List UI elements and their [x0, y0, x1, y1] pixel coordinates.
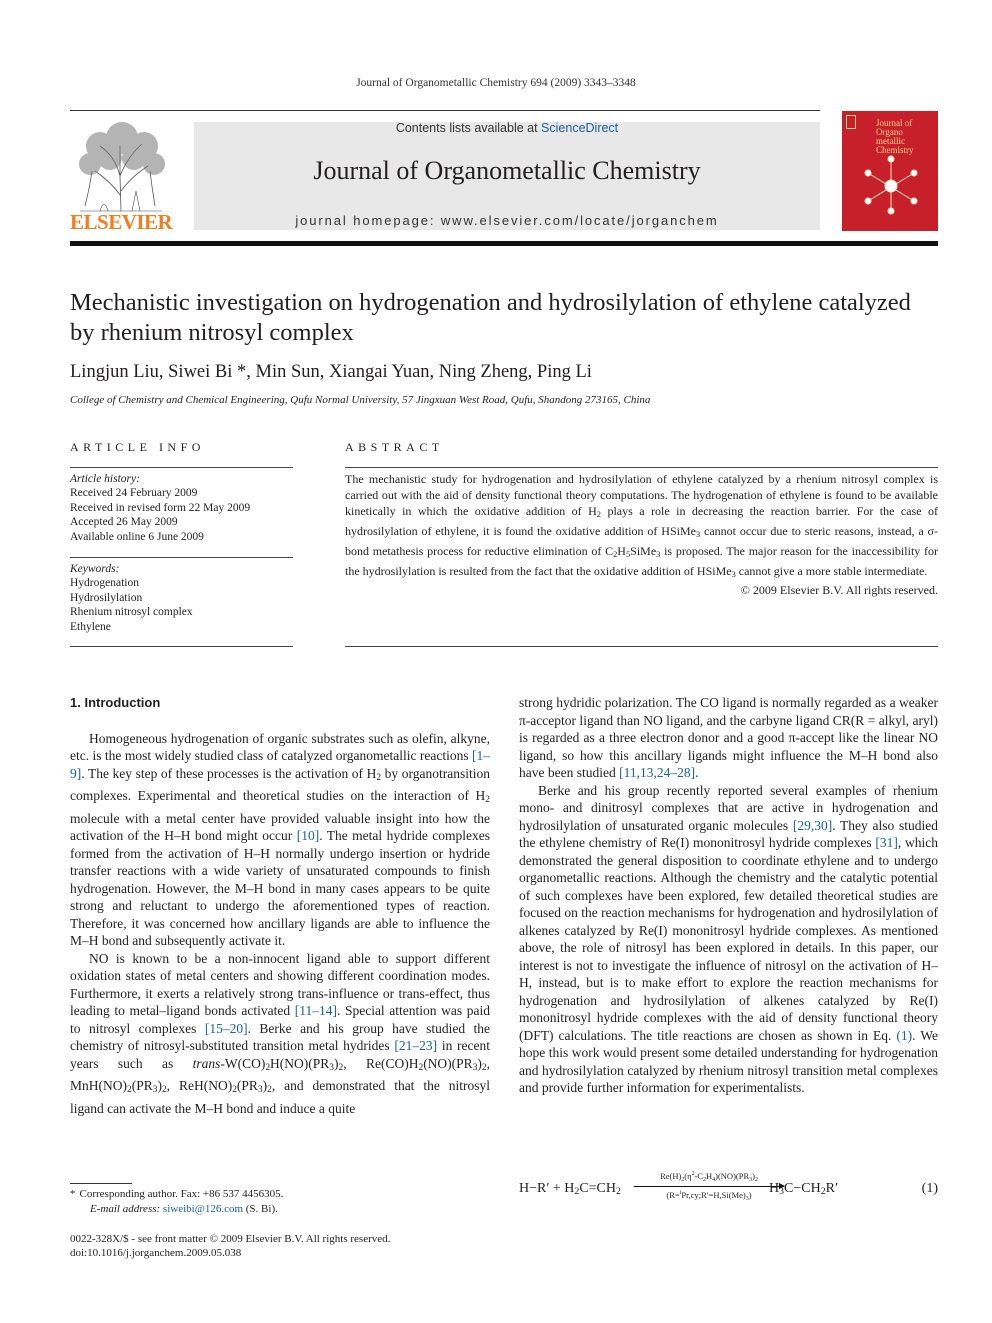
left-column	[70, 694, 490, 1117]
affiliation: College of Chemistry and Chemical Engineering, Qufu Normal University, 57 Jingxuan West Road, Qufu, Shandong 273165, China	[70, 394, 651, 406]
article-title: Mechanistic investigation on hydrogenation and hydrosilylation of ethylene catalyzed by rhenium nitrosyl complex	[70, 289, 911, 346]
sciencedirect-link[interactable]: ScienceDirect	[541, 121, 619, 135]
doi-line[interactable]: doi:10.1016/j.jorganchem.2009.05.038	[70, 1247, 242, 1259]
equation-arrow	[634, 1171, 784, 1202]
journal-title: Journal of Organometallic Chemistry	[313, 156, 701, 185]
abstract-rule	[345, 467, 938, 468]
equation-product: $H_3C-CH_2R'$	[769, 1181, 839, 1197]
article-info-rule	[70, 467, 293, 468]
email-note: E-mail address: siweibi@126.com (S. Bi).	[90, 1202, 278, 1215]
citation-link[interactable]: [31]	[875, 835, 898, 850]
cover-title: Journal of Organo metallic Chemistry	[876, 118, 914, 155]
conditions-label: $(R=^iPr,cy;R'=H,Si(Me)_3)$	[666, 1190, 752, 1202]
keywords-label: Keywords:	[70, 563, 120, 575]
header-rule	[70, 110, 820, 111]
equation-1	[519, 1171, 938, 1217]
info-bottom-rule	[70, 646, 293, 647]
equation-link[interactable]: (1)	[896, 1027, 913, 1043]
keywords-block	[70, 562, 293, 634]
paragraph: NO is known to be a non-innocent ligand able to support different oxidation states of metal centers and showing different coordination modes. Furthermore, it exerts a relatively strong trans-influence or trans-effect, thus leading to metal–ligand bonds activated [11–14]. Special attention was paid to nitrosyl complexes [15–20]. Berke and his group have studied the chemistry of nitrosyl-substituted transition metal hydrides [21–23] in recent years such as trans-$W(CO)_2H(NO)(PR_3)_2$, $Re(CO)H_2(NO)(PR_3)_2$, $MnH(NO)_2(PR_3)_2$, $ReH(NO)_2(PR_3)_2$, and demonstrated that the nitrosyl ligand can activate the M–H bond and induce a quite	[70, 950, 491, 1116]
author-list: Lingjun Liu, Siwei Bi *, Min Sun, Xiangai Yuan, Ning Zheng, Ping Li	[70, 362, 592, 382]
keyword: Hydrosilylation	[70, 591, 143, 604]
email-link[interactable]: siweibi@126.com	[162, 1202, 244, 1215]
issn-line: 0022-328X/$ - see front matter © 2009 Elsevier B.V. All rights reserved.	[70, 1233, 391, 1245]
corresponding-note: * Corresponding author. Fax: +86 537 4456305.	[70, 1188, 284, 1200]
keyword: Rhenium nitrosyl complex	[70, 606, 193, 619]
issn-block	[70, 1232, 490, 1260]
arrow-line	[634, 1186, 784, 1187]
equation-number: (1)	[921, 1181, 938, 1196]
history-item: Accepted 26 May 2009	[70, 516, 178, 529]
history-item: Available online 6 June 2009	[70, 530, 204, 543]
article-history	[70, 472, 293, 544]
right-column	[519, 694, 938, 1097]
header-thick-rule	[70, 241, 938, 246]
citation-link[interactable]: [11,13,24–28]	[619, 765, 696, 780]
contents-line: Contents lists available at ScienceDirect	[395, 121, 619, 135]
abstract-text: The mechanistic study for hydrogenation and hydrosilylation of ethylene catalyzed by a rhenium nitrosyl complex is carried out with the aid of density functional theory computations. The hydrogenation of ethylene is found to be available kinetically in which the oxidative addition of $H_2$ plays a role in decreasing the reaction barrier. For the case of hydrosilylation of ethylene, it is found the oxidative addition of HSiMe$_3$ cannot occur due to steric reasons, instead, a σ-bond metathesis process for reductive elimination of $C_2H_5SiMe_3$ is proposed. The major reason for the inaccessibility for the hydrosilylation is resulted from the fact that the oxidative addition of HSiMe$_3$ cannot give a more stable intermediate.	[345, 472, 938, 579]
cover-molecule-icon	[856, 151, 926, 221]
abstract-copyright: © 2009 Elsevier B.V. All rights reserved.	[740, 583, 938, 597]
paragraph: strong hydridic polarization. The CO ligand is normally regarded as a weaker π-acceptor ligand than NO ligand, and the carbyne ligand CR(R = alkyl, aryl) is regarded as a three electron donor and a good π-accept like the linear NO ligand, so how this ancillary ligands might influence the M–H bond also have been studied [11,13,24–28].	[519, 695, 938, 780]
keywords-rule	[70, 557, 293, 558]
footnote-rule	[70, 1183, 132, 1184]
abstract-bottom-rule	[345, 646, 938, 647]
citation-link[interactable]: [15–20]	[204, 1020, 248, 1036]
citation-link[interactable]: [11–14]	[294, 1003, 337, 1018]
keyword: Ethylene	[70, 620, 111, 633]
citation-link[interactable]: [1–9]	[70, 748, 490, 781]
history-item: Received in revised form 22 May 2009	[70, 501, 251, 514]
footnote	[70, 1187, 490, 1216]
section-heading: 1. Introduction	[70, 695, 161, 710]
history-item: Received 24 February 2009	[70, 487, 198, 500]
journal-cover	[842, 111, 938, 231]
paragraph: Berke and his group recently reported several examples of rhenium mono- and dinitrosyl complexes that are active in hydrogenation and hydrosilylation of unsaturated organic molecules [29,30]. They also studied the ethylene chemistry of Re(I) mononitrosyl hydride complexes [31], which demonstrated the general disposition to coordinate ethylene and to undergo organometallic reactions. Although the chemistry and the catalytic potential of such complexes have been explored, few detailed theoretical studies are focused on the reaction mechanisms for hydrogenation and hydrosilylation of alkenes catalyzed by Re(I) mononitrosyl hydride complexes. As mentioned above, the role of nitrosyl has been explored in details. In this paper, our interest is not to investigate the influence of nitrosyl on the activation of H–H, instead, but is to make effort to explore the reaction mechanisms for hydrogenation and hydrosilylation of alkenes catalyzed by Re(I) mononitrosyl hydride complexes with the aid of density functional theory (DFT) calculations. The title reactions are chosen as shown in Eq. (1). We hope this work would present some detailed understanding for hydrogenation and hydrosilylation catalyzed by rhenium nitrosyl transition metal complexes and provide further information for experimentalists.	[519, 782, 939, 1095]
cover-emblem-icon	[846, 115, 856, 129]
abstract-heading: ABSTRACT	[345, 440, 444, 454]
article-info-heading: ARTICLE INFO	[70, 440, 205, 454]
citation-link[interactable]: [29,30]	[792, 817, 833, 833]
catalyst-label: $Re(H)_2(\eta^2-C_2H_4)(NO)(PR_3)_2$	[660, 1171, 758, 1183]
paragraph: Homogeneous hydrogenation of organic substrates such as olefin, alkyne, etc. is the most widely studied class of catalyzed organometallic reactions [1–9]. The key step of these processes is the activation of $H_2$ by organotransition complexes. Experimental and theoretical studies on the interaction of $H_2$ molecule with a metal center have provided valuable insight into how the activation of the H–H bond might occur [10]. The metal hydride complexes formed from the activation of H–H normally undergo insertion or hydride transfer reactions with a wide variety of unsaturated compounds to finish hydrogenation. However, the M–H bond in many cases appears to be quite strong and reluctant to undergo the aforementioned types of reaction. Therefore, it was concerned how ancillary ligands are able to influence the M–H bond and subsequently activate it.	[70, 730, 490, 948]
publisher-logo-text: ELSEVIER	[70, 210, 173, 234]
history-label: Article history:	[70, 473, 140, 485]
citation-link[interactable]: [10]	[296, 828, 320, 843]
keyword: Hydrogenation	[70, 577, 139, 590]
equation-reactants: $H-R' + H_2C=CH_2$	[519, 1181, 621, 1197]
citation-link[interactable]: [21–23]	[394, 1038, 438, 1053]
journal-homepage[interactable]: journal homepage: www.elsevier.com/locate/jorganchem	[295, 213, 719, 228]
journal-citation: Journal of Organometallic Chemistry 694 (2009) 3343–3348	[356, 77, 636, 89]
